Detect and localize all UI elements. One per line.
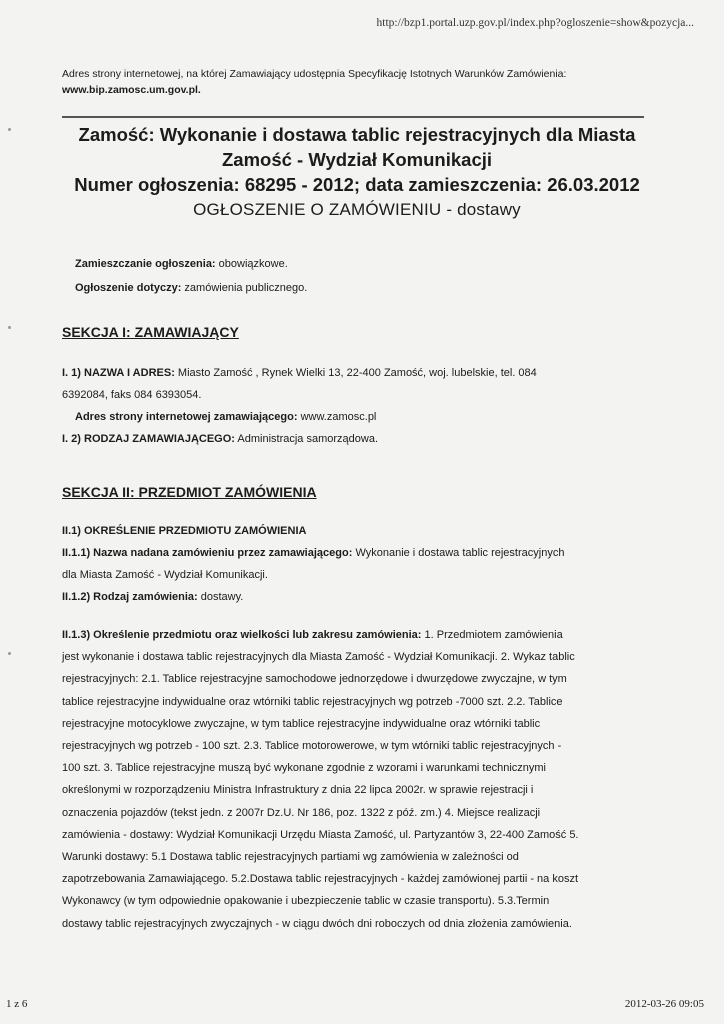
scope-line: Warunki dostawy: 5.1 Dostawa tablic rejestracyjnych partiami wg zamówienia w zależności od [62,851,519,864]
intro-paragraph [62,66,672,98]
posting-row [75,252,307,276]
sub-heading: II.1) OKREŚLENIE PRZEDMIOTU ZAMÓWIENIA [62,525,307,537]
title-line-1: Zamość: Wykonanie i dostawa tablic rejestracyjnych dla Miasta [78,124,636,145]
scope-line: tablice rejestracyjne indywidualne oraz wtórniki tablic rejestracyjnych wg potrzeb -7000 szt. 2.2. Tablice [62,695,563,708]
scope-line: 1. Przedmiotem zamówienia [424,629,563,641]
scope-first-line [62,624,642,646]
scope-line: 100 szt. 3. Tablice rejestracyjne muszą być wykonane zgodnie z wzorami i warunkami technicznymi [62,762,547,775]
scope-line: Wykonawcy (w tym odpowiednie opakowanie i ubezpieczenie tablic w czasie transportu). 5.3.Termin [62,895,550,908]
concerns-row [75,276,307,300]
name-value: Miasto Zamość , Rynek Wielki 13, 22-400 Zamość, woj. lubelskie, tel. 084 [177,367,537,379]
scan-dot [8,128,11,131]
scope-line: zapotrzebowania Zamawiającego. 5.2.Dostawa tablic rejestracyjnych - każdej zamówionej partii - na koszt [62,873,579,886]
page-number: 1 z 6 [6,998,28,1010]
name-row [62,362,640,384]
concerns-value: zamówienia publicznego. [184,282,308,294]
web-row [62,406,640,428]
scope-line: rejestracyjnych wg potrzeb - 100 szt. 2.3. Tablice motorowerowe, w tym wtórniki tablic rejestracyjnych - [62,740,562,753]
section-2-header-block [62,520,640,608]
web-value: www.zamosc.pl [300,411,377,423]
notice-meta [75,252,307,300]
scope-line: zamówienia - dostawy: Wydział Komunikacji Urzędu Miasta Zamość, ul. Partyzantów 3, 22-400 Zamość 5. [62,828,579,841]
scope-paragraph [62,624,642,935]
scope-line: rejestracyjnych: 2.1. Tablice rejestracyjne samochodowe jednorzędowe i dwurzędowe zwyczajne, w tym [62,673,567,686]
scope-label: II.1.3) Określenie przedmiotu oraz wielkości lub zakresu zamówienia: [62,629,422,641]
notice-title [62,122,652,222]
order-kind-value: dostawy. [200,591,244,603]
source-url: http://bzp1.portal.uzp.gov.pl/index.php?ogloszenie=show&pozycja... [376,17,694,29]
scope-line: jest wykonanie i dostawa tablic rejestracyjnych dla Miasta Zamość - Wydział Komunikacji. 2. Wykaz tablic [62,651,575,664]
web-label: Adres strony internetowej zamawiającego: [75,411,298,423]
print-timestamp: 2012-03-26 09:05 [624,998,704,1010]
scan-dot [8,326,11,329]
divider [62,116,644,118]
type-label: I. 2) RODZAJ ZAMAWIAJĄCEGO: [62,433,235,445]
scope-line: określonymi w rozporządzeniu Ministra Infrastruktury z dnia 22 lipca 2002r. w sprawie rejestracji i [62,784,534,797]
name-row-cont: 6392084, faks 084 6393054. [62,389,202,401]
order-kind-row [62,586,640,608]
title-line-3: Numer ogłoszenia: 68295 - 2012; data zamieszczenia: 26.03.2012 [74,174,640,195]
intro-text: Adres strony internetowej, na której Zamawiający udostępnia Specyfikację Istotnych Warunków Zamówienia: [62,68,567,80]
section-2-heading: SEKCJA II: PRZEDMIOT ZAMÓWIENIA [62,484,317,500]
type-row [62,428,640,450]
posting-value: obowiązkowe. [218,258,288,270]
posting-label: Zamieszczanie ogłoszenia: [75,258,216,270]
order-kind-label: II.1.2) Rodzaj zamówienia: [62,591,198,603]
scan-dot [8,652,11,655]
scope-line: rejestracyjne motocyklowe zwyczajne, w tym tablice rejestracyjne indywidualne oraz wtórniki tablic [62,717,541,730]
scope-line: oznaczenia pojazdów (tekst jedn. z 2007r Dz.U. Nr 186, poz. 1322 z póź. zm.) 4. Miejsce realizacji [62,806,541,819]
order-name-cont: dla Miasta Zamość - Wydział Komunikacji. [62,569,268,581]
order-name-label: II.1.1) Nazwa nadana zamówieniu przez zamawiającego: [62,547,353,559]
name-label: I. 1) NAZWA I ADRES: [62,367,175,379]
order-name-value: Wykonanie i dostawa tablic rejestracyjnych [355,547,565,559]
type-value: Administracja samorządowa. [237,433,379,445]
title-line-4: OGŁOSZENIE O ZAMÓWIENIU - dostawy [193,200,521,219]
section-1-heading: SEKCJA I: ZAMAWIAJĄCY [62,324,239,340]
scope-line: dostawy tablic rejestracyjnych zwyczajnych - w ciągu dwóch dni roboczych od dnia złożenia zamówienia. [62,917,572,930]
section-1-body [62,362,640,450]
order-name-row [62,542,640,564]
intro-site: www.bip.zamosc.um.gov.pl. [62,84,201,96]
concerns-label: Ogłoszenie dotyczy: [75,282,182,294]
title-line-2: Zamość - Wydział Komunikacji [221,149,493,170]
